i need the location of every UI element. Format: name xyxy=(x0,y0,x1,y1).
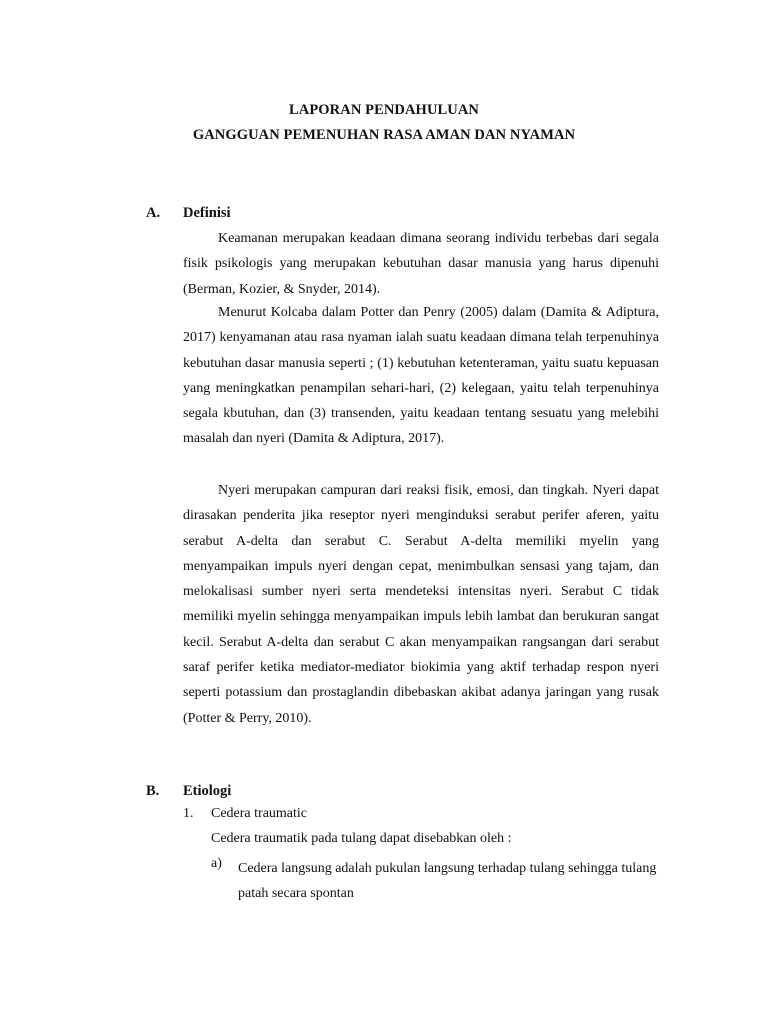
list-item-intro: Cedera traumatik pada tulang dapat disebabkan oleh : xyxy=(211,831,512,846)
paragraph-definition-kenyamanan: Menurut Kolcaba dalam Potter dan Penry (2005) dalam (Damita & Adiptura, 2017) kenyamanan atau rasa nyaman ialah suatu keadaan dimana telah terpenuhinya kebutuhan dasar manusia seperti ; (1) kebutuhan ketenteraman, yaitu suatu kepuasan yang meningkatkan penampilan sehari-hari, (2) kelegaan, yaitu telah terpenuhinya segala kbutuhan, dan (3) transenden, yaitu keadaan tentang sesuatu yang melebihi masalah dan nyeri (Damita & Adiptura, 2017). xyxy=(183,305,659,447)
section-b-letter: B. xyxy=(146,783,160,799)
section-a-letter: A. xyxy=(146,205,161,221)
section-b-heading: Etiologi xyxy=(183,783,232,799)
paragraph-definition-keamanan: Keamanan merupakan keadaan dimana seorang individu terbebas dari segala fisik psikologis yang merupakan kebutuhan dasar manusia yang harus dipenuhi (Berman, Kozier, & Snyder, 2014). xyxy=(183,231,659,297)
paragraph-definition-nyeri: Nyeri merupakan campuran dari reaksi fisik, emosi, dan tingkah. Nyeri dapat dirasakan penderita jika reseptor nyeri menginduksi serabut perifer aferen, yaitu serabut A-delta dan serabut C. Serabut A-delta memiliki myelin yang menyampaikan impuls nyeri dengan cepat, menimbulkan sensasi yang tajam, dan melokalisasi sumber nyeri serta mendeteksi intensitas nyeri. Serabut C tidak memiliki myelin sehingga menyampaikan impuls lebih lambat dan berukuran sangat kecil. Serabut A-delta dan serabut C akan menyampaikan rangsangan dari serabut saraf perifer ketika mediator-mediator biokimia yang aktif terhadap respon nyeri seperti potassium dan prostaglandin dibebaskan akibat adanya jaringan yang rusak (Potter & Perry, 2010). xyxy=(183,483,659,726)
sub-item-label: a) xyxy=(211,856,222,871)
section-a-heading: Definisi xyxy=(183,205,231,221)
document-subtitle: GANGGUAN PEMENUHAN RASA AMAN DAN NYAMAN xyxy=(192,127,576,143)
document-title: LAPORAN PENDAHULUAN xyxy=(289,102,479,118)
list-item-title: Cedera traumatic xyxy=(211,806,308,821)
sub-item-text: Cedera langsung adalah pukulan langsung terhadap tulang sehingga tulang patah secara spontan xyxy=(238,861,657,902)
list-item-number: 1. xyxy=(183,806,194,821)
